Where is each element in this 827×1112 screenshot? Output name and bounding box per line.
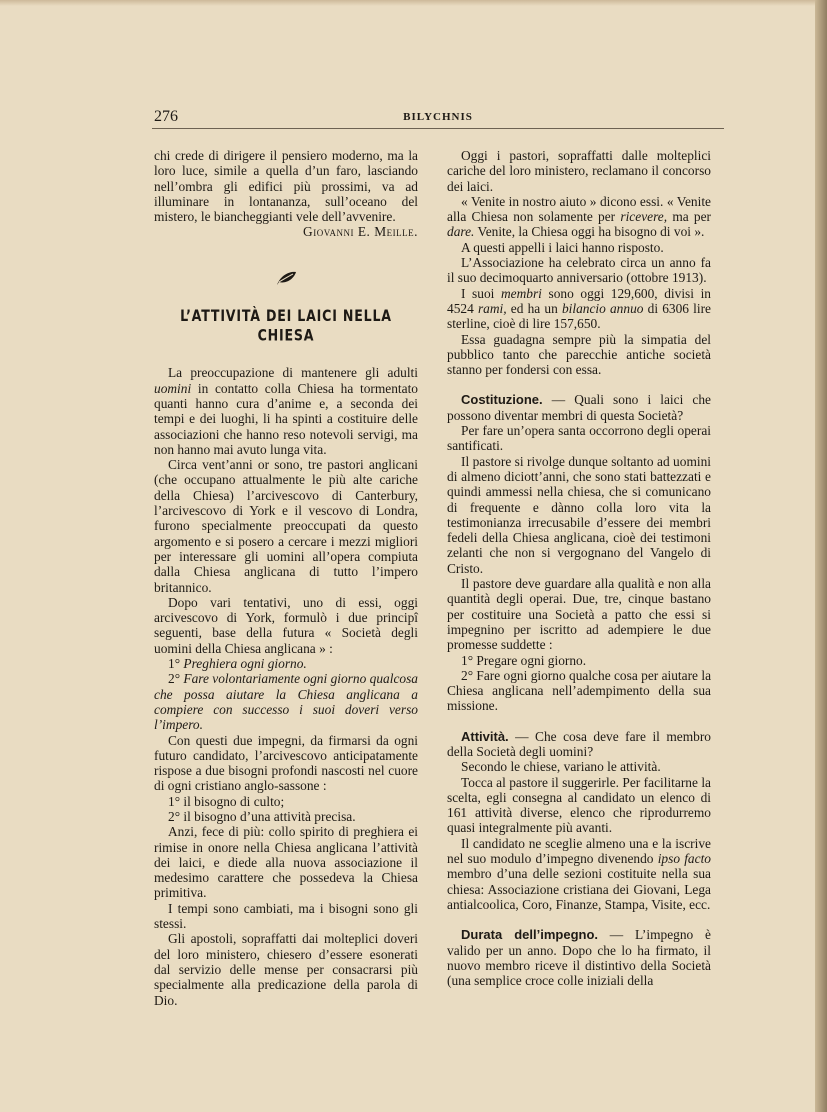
leaf-ornament-icon (154, 270, 418, 290)
promise-2: 2° Fare ogni giorno qualche cosa per aiutare la Chiesa anglicana nell’adempimento della sua missione. (447, 667, 712, 714)
paragraph: Anzi, fece di più: collo spirito di preghiera ei rimise in onore nella Chiesa anglicana l’attività dei laici, e diede alla nuova associazione il medesimo carattere che possedeva la Chiesa primitiva. (154, 824, 418, 901)
paragraph: chi crede di dirigere il pensiero moderno, ma la loro luce, simile a quella d’un faro, lasciando nell’ombra gli edifici più prossimi, va ad illuminare in lontananza, sull’oceano del mistero, le biancheggianti vele dell’avvenire. (154, 148, 418, 225)
paragraph: Secondo le chiese, variano le attività. (461, 759, 661, 775)
paragraph: A questi appelli i laici hanno risposto. (461, 239, 664, 255)
paragraph: La preoccupazione di mantenere gli adulti uomini in contatto colla Chiesa ha tormentato quanti hanno cura d’anime e, a seconda dei tempi e dei luoghi, li ha spinti a costituire delle associazioni che hanno reso notevoli servigi, ma non hanno mai avuto lunga vita. (154, 365, 418, 457)
author-signature: Giovanni E. Meille. (303, 224, 418, 240)
paragraph: Il candidato ne sceglie almeno una e la iscrive nel suo modulo d’impegno divenendo ipso facto membro d’una delle sezioni costituite nella sua chiesa: Associazione cristiana dei Giovani, Lega antialcoolica, Coro, Finanze, Stampa, Visite, ecc. (447, 835, 711, 912)
page-number: 276 (154, 108, 178, 125)
paragraph: Essa guadagna sempre più la simpatia del pubblico tanto che parecchie antiche società stanno per fondersi con essa. (447, 331, 711, 378)
page-top-edge (0, 0, 815, 6)
principle-1: 1° Preghiera ogni giorno. (168, 656, 307, 672)
paragraph: Dopo vari tentativi, uno di essi, oggi arcivescovo di York, formulò i due principî seguenti, base della futura « Società degli uomini della Chiesa anglicana » : (154, 594, 418, 656)
paragraph: Per fare un’opera santa occorrono degli operai santificati. (447, 423, 711, 454)
paragraph: Gli apostoli, sopraffatti dai molteplici doveri del loro ministero, chiesero d’essere esonerati dal servizio delle mense per consacrarsi più specialmente alla predicazione della parola di Dio. (154, 931, 418, 1008)
article-title: L’ATTIVITÀ DEI LAICI NELLA CHIESA (180, 305, 392, 345)
left-column (154, 148, 418, 1008)
running-title: BILYCHNIS (403, 111, 473, 123)
principle-2: 2° Fare volontariamente ogni giorno qualcosa che possa aiutare la Chiesa anglicana a compiere con successo i suoi doveri verso l’impero. (154, 671, 418, 733)
section-heading: Costituzione. (461, 392, 543, 408)
book-spine (815, 0, 827, 1112)
paragraph: Oggi i pastori, sopraffatti dalle molteplici cariche del loro ministero, reclamano il concorso dei laici. (447, 148, 711, 194)
running-header (152, 108, 724, 129)
section-heading: Durata dell’impegno. (461, 927, 599, 943)
section-durata: Durata dell’impegno. — L’impegno è valido per un anno. Dopo che lo ha firmato, il nuovo membro riceve il distintivo della Società (una semplice croce colle iniziali della (447, 927, 711, 989)
right-column (447, 148, 711, 988)
section-attivita: Attività. — Che cosa deve fare il membro della Società degli uomini? (447, 728, 711, 759)
paragraph: Il pastore si rivolge dunque soltanto ad uomini di almeno diciott’anni, che sono stati battezzati e quindi ammessi nella chiesa, che si comunicano di frequente e dànno colla loro vita la testimonianza irrecusabile d’essere dei membri fedeli della Chiesa anglicana, cioè dei testimoni zelanti che non si vergognano del Vangelo di Cristo. (447, 453, 711, 576)
paragraph: I tempi sono cambiati, ma i bisogni sono gli stessi. (154, 900, 418, 932)
promise-1: 1° Pregare ogni giorno. (461, 652, 587, 668)
section-heading: Attività. (461, 728, 509, 744)
section-costituzione: Costituzione. — Quali sono i laici che possono diventar membri di questa Società? (447, 392, 711, 423)
paragraph: Tocca al pastore il suggerirle. Per facilitarne la scelta, egli consegna al candidato un elenco di 161 attività diverse, elenco che riprodurremo quasi integralmente più avanti. (447, 774, 711, 836)
paragraph: Con questi due impegni, da firmarsi da ogni futuro candidato, l’arcivescovo anticipatamente rispose a due bisogni profondi nascosti nel cuore di ogni cristiano anglo-sassone : (154, 732, 418, 794)
need-2: 2° il bisogno d’una attività precisa. (168, 808, 356, 824)
paragraph: Il pastore deve guardare alla qualità e non alla quantità degli operai. Due, tre, cinque bastano per costituire una Società a patto che essi si impegnino per iscritto ad adempiere le due promesse suddette : (447, 576, 711, 653)
paragraph: L’Associazione ha celebrato circa un anno fa il suo decimoquarto anniversario (ottobre 1913). (447, 255, 711, 286)
need-1: 1° il bisogno di culto; (168, 793, 285, 809)
paragraph: « Venite in nostro aiuto » dicono essi. « Venite alla Chiesa non solamente per ricevere, ma per dare. Venite, la Chiesa oggi ha bisogno di voi ». (447, 193, 712, 240)
paragraph: I suoi membri sono oggi 129,600, divisi in 4524 rami, ed ha un bilancio annuo di 6306 lire sterline, cioè di lire 157,650. (447, 285, 711, 332)
paragraph: Circa vent’anni or sono, tre pastori anglicani (che occupano attualmente le più alte cariche della Chiesa) l’arcivescovo di Canterbury, l’arcivescovo di York e il vescovo di Londra, furono specialmente preoccupati da questo argomento e si posero a cercare i mezzi migliori per interessare gli uomini all’opera compiuta dalla Chiesa anglicana di tutto l’impero britannico. (154, 457, 418, 595)
